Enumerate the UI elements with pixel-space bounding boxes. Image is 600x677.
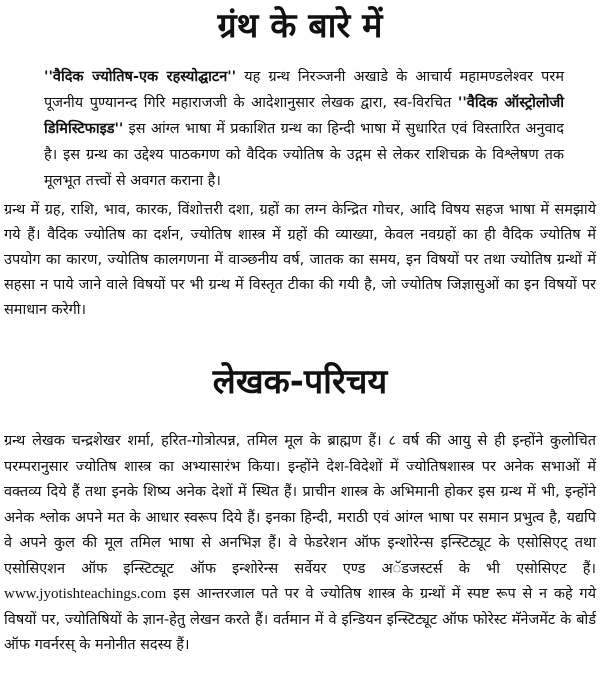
author-intro-heading: लेखक-परिचय xyxy=(212,362,388,402)
author-text-2: इस आन्तरजाल पते पर वे ज्योतिष शास्त्र के ग्रन्थों में स्पष्ट रूप से न कहे गये विषयों पर, ज्योतिषियों के ज्ञान-हेतु लेखन करते हैं। वर्तमान में वे इन्डियन इन्स्टिट्यूट ऑफ फोरेस्ट मॅनेजमेंट के बोर्ड ऑफ गवर्नरस् के मनोनीत सदस्य हैं। xyxy=(4,586,596,653)
author-paragraph xyxy=(4,429,596,659)
book-title-english: ''वैदिक ऑस्ट्रोलोजी डिमिस्टिफाइड'' xyxy=(44,95,565,137)
about-paragraph-intro xyxy=(44,64,564,194)
about-book-heading: ग्रंथ के बारे में xyxy=(217,6,383,46)
about-paragraph-topics: ग्रन्थ में ग्रह, राशि, भाव, कारक, विंशोत्तरी दशा, ग्रहों का लग्न केन्द्रित गोचर, आदि विषय सहज भाषा में समझाये गये हैं। वैदिक ज्योतिष का दर्शन, ज्योतिष शास्त्र में ग्रहों की व्याख्या, केवल नवग्रहों का ही वैदिक ज्योतिष में उपयोग का कारण, ज्योतिष कालगणना में वाञ्छनीय वर्ष, जातक का समय, इन विषयों पर तथा ज्योतिष ग्रन्थों में सहसा न पाये जाने वाले विषयों पर भी ग्रन्थ में विस्तृत टीका की गयी है, जो ज्योतिष जिज्ञासुओं का इन विषयों पर समाधान करेगी। xyxy=(4,202,596,318)
book-title-hindi: ''वैदिक ज्योतिष-एक रहस्योद्घाटन'' xyxy=(44,69,237,85)
intro-text-1: यह ग्रन्थ निरञ्जनी अखाडे के आचार्य महामण्डलेश्वर परम पूजनीय पुण्यानन्द गिरि महाराजजी के आदेशानुसार लेखक द्वारा, स्व-विरचित xyxy=(44,69,564,111)
website-link[interactable]: www.jyotishteachings.com xyxy=(4,586,167,602)
author-text-1: ग्रन्थ लेखक चन्द्रशेखर शर्मा, हरित-गोत्रोत्पन्न, तमिल मूल के ब्राह्मण हैं। ८ वर्ष की आयु से ही इन्होंने कुलोचित परम्परानुसार ज्योतिष शास्त्र का अभ्यासारंभ किया। इन्होंने देश-विदेशों में ज्योतिषशास्त्र पर अनेक सभाओं में वक्तव्य दिये हैं तथा इनके शिष्य अनेक देशों में स्थित हैं। प्राचीन शास्त्र के अभिमानी होकर इस ग्रन्थ में भी, इन्होंने अनेक श्लोक अपने मत के आधार स्वरूप दिये हैं। इनका हिन्दी, मराठी एवं आंग्ल भाषा पर समान प्रभुत्व है, यद्यपि वे अपने कुल की मूल तमिल भाषा से अनभिज्ञ हैं। वे फेडरेशन ऑफ इन्शोरेन्स इन्स्टिट्यूट के एसोसिएट् तथा एसोसिएशन ऑफ इन्स्टिट्यूट ऑफ इन्शोरेन्स सर्वेयर एण्ड अॅडजस्टर्स के भी एसोसिएट हैं। xyxy=(4,433,596,577)
intro-text-2: इस आंग्ल भाषा में प्रकाशित ग्रन्थ का हिन्दी भाषा में सुधारित एवं विस्तारित अनुवाद है। इस ग्रन्थ का उद्देश्य पाठकगण को वैदिक ज्योतिष के उद्गम से लेकर राशिचक्र के विश्लेषण तक मूलभूत तत्त्वों से अवगत कराना है। xyxy=(44,121,564,189)
